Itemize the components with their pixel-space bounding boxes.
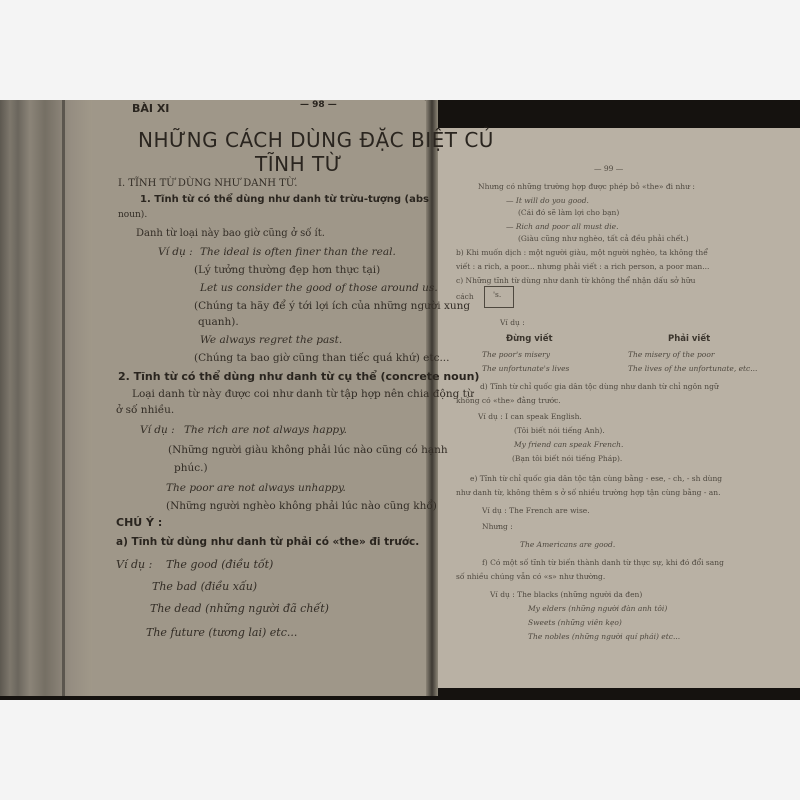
example-text: Let us consider the good of those around us. xyxy=(200,282,438,294)
translation-text: (Bạn tôi biết nói tiếng Pháp). xyxy=(512,454,623,463)
example-text: Ví dụ : The French are wise. xyxy=(482,506,590,515)
page-title-line2: TĨNH TỪ xyxy=(255,152,343,176)
example-text: The nobles (những người quí phái) etc... xyxy=(528,632,681,641)
example-text: My elders (những người đàn anh tôi) xyxy=(528,604,668,613)
example-text: Ví dụ : The blacks (những người da đen) xyxy=(490,590,643,599)
example-text: — It will do you good. xyxy=(506,196,589,205)
example-text: Sweets (những viên kẹo) xyxy=(528,618,622,627)
translation-text: phúc.) xyxy=(174,462,208,474)
paragraph: b) Khi muốn dịch : một người giàu, một người nghèo, ta không thể xyxy=(456,248,708,257)
translation-text: (Chúng ta bao giờ cũng than tiếc quá khứ) etc... xyxy=(194,352,450,364)
note-item-a: a) Tĩnh từ dùng như danh từ phải có «the» đi trước. xyxy=(116,536,420,548)
paragraph: như danh từ, không thêm s ở số nhiều trường hợp tận cùng bằng - an. xyxy=(456,488,721,497)
page-edge-line xyxy=(62,100,65,696)
paragraph: viết : a rich, a poor... nhưng phải viết : a rich person, a poor man... xyxy=(456,262,710,271)
section-heading: I. TĨNH TỪ DÙNG NHƯ DANH TỪ. xyxy=(118,178,298,189)
paragraph: không có «the» đằng trước. xyxy=(456,396,561,405)
example-text: The Americans are good. xyxy=(520,540,616,549)
example-text: We always regret the past. xyxy=(200,334,343,346)
example-text: The poor are not always unhappy. xyxy=(166,482,346,494)
point-heading-1-cont: noun). xyxy=(118,210,148,220)
example-text: The ideal is often finer than the real. xyxy=(200,246,396,258)
example-text: The good (điều tốt) xyxy=(166,558,274,571)
paragraph: Danh từ loại này bao giờ cũng ở số ít. xyxy=(136,228,325,239)
translation-text: (Những người nghèo không phải lúc nào cũng khổ) xyxy=(166,500,437,512)
column-header-wrong: Đừng viết xyxy=(506,334,553,344)
translation-text: (Những người giàu không phải lúc nào cũng có hạnh xyxy=(168,444,448,456)
example-text: — Rich and poor all must die. xyxy=(506,222,619,231)
example-label: Ví dụ : xyxy=(116,558,153,571)
translation-text: (Chúng ta hãy để ý tới lợi ích của những người xung xyxy=(194,300,471,312)
translation-text: (Cái đó sẽ làm lợi cho bạn) xyxy=(518,208,620,217)
example-text: My friend can speak French. xyxy=(514,440,624,449)
paragraph: d) Tĩnh từ chỉ quốc gia dân tộc dùng như danh từ chỉ ngôn ngữ xyxy=(480,382,719,391)
note-heading: CHÚ Ý : xyxy=(116,516,163,529)
paragraph: cách xyxy=(456,292,474,301)
point-heading-2: 2. Tĩnh từ có thể dùng như danh từ cụ thể (concrete noun) xyxy=(118,370,480,383)
example-text: The bad (điều xấu) xyxy=(152,580,258,593)
translation-text: (Tôi biết nói tiếng Anh). xyxy=(514,426,605,435)
example-text: The rich are not always happy. xyxy=(184,424,348,436)
lesson-label: BÀI XI xyxy=(132,102,170,115)
table-cell: The poor's misery xyxy=(482,350,550,359)
example-label: Ví dụ : xyxy=(158,246,193,258)
paragraph: Loại danh từ này được coi như danh từ tập hợp nên chia động từ xyxy=(132,388,474,400)
point-heading-1: 1. Tĩnh từ có thể dùng như danh từ trừu-tượng (abs xyxy=(140,194,429,205)
translation-text: (Giàu cũng như nghèo, tất cả đều phải chết.) xyxy=(518,234,689,243)
translation-text: (Lý tưởng thường đẹp hơn thực tại) xyxy=(194,264,381,276)
paragraph: c) Những tĩnh từ dùng như danh từ không thể nhận dấu sở hữu xyxy=(456,276,696,285)
table-cell: The unfortunate's lives xyxy=(482,364,570,373)
page-edges xyxy=(0,100,92,696)
paragraph: Nhưng : xyxy=(482,522,513,531)
page-title: NHỮNG CÁCH DÙNG ĐẶC BIỆT CỦ xyxy=(138,128,494,152)
translation-text: quanh). xyxy=(198,316,239,328)
example-text: The dead (những người đã chết) xyxy=(150,602,329,615)
table-cell: The misery of the poor xyxy=(628,350,715,359)
example-text: The future (tương lai) etc... xyxy=(146,626,298,639)
paragraph: Nhưng có những trường hợp được phép bỏ «the» đi như : xyxy=(478,182,695,191)
paragraph: ở số nhiều. xyxy=(116,404,175,416)
paragraph: f) Có một số tĩnh từ biến thành danh từ thực sự, khi đó đổi sang xyxy=(482,558,724,567)
right-page-number: — 99 — xyxy=(594,164,624,173)
left-page-number: — 98 — xyxy=(300,100,337,110)
bottom-margin xyxy=(0,700,800,800)
column-header-right: Phải viết xyxy=(668,334,711,344)
paragraph: số nhiều chúng vẫn có «s» như thường. xyxy=(456,572,606,581)
example-label: Ví dụ : xyxy=(140,424,175,436)
table-cell: The lives of the unfortunate, etc... xyxy=(628,364,758,373)
paragraph: e) Tĩnh từ chỉ quốc gia dân tộc tận cùng bằng - ese, - ch, - sh dùng xyxy=(470,474,723,483)
boxed-text: 's. xyxy=(493,290,502,299)
example-label: Ví dụ : xyxy=(500,318,525,327)
top-margin xyxy=(0,0,800,100)
example-text: Ví dụ : I can speak English. xyxy=(478,412,582,421)
